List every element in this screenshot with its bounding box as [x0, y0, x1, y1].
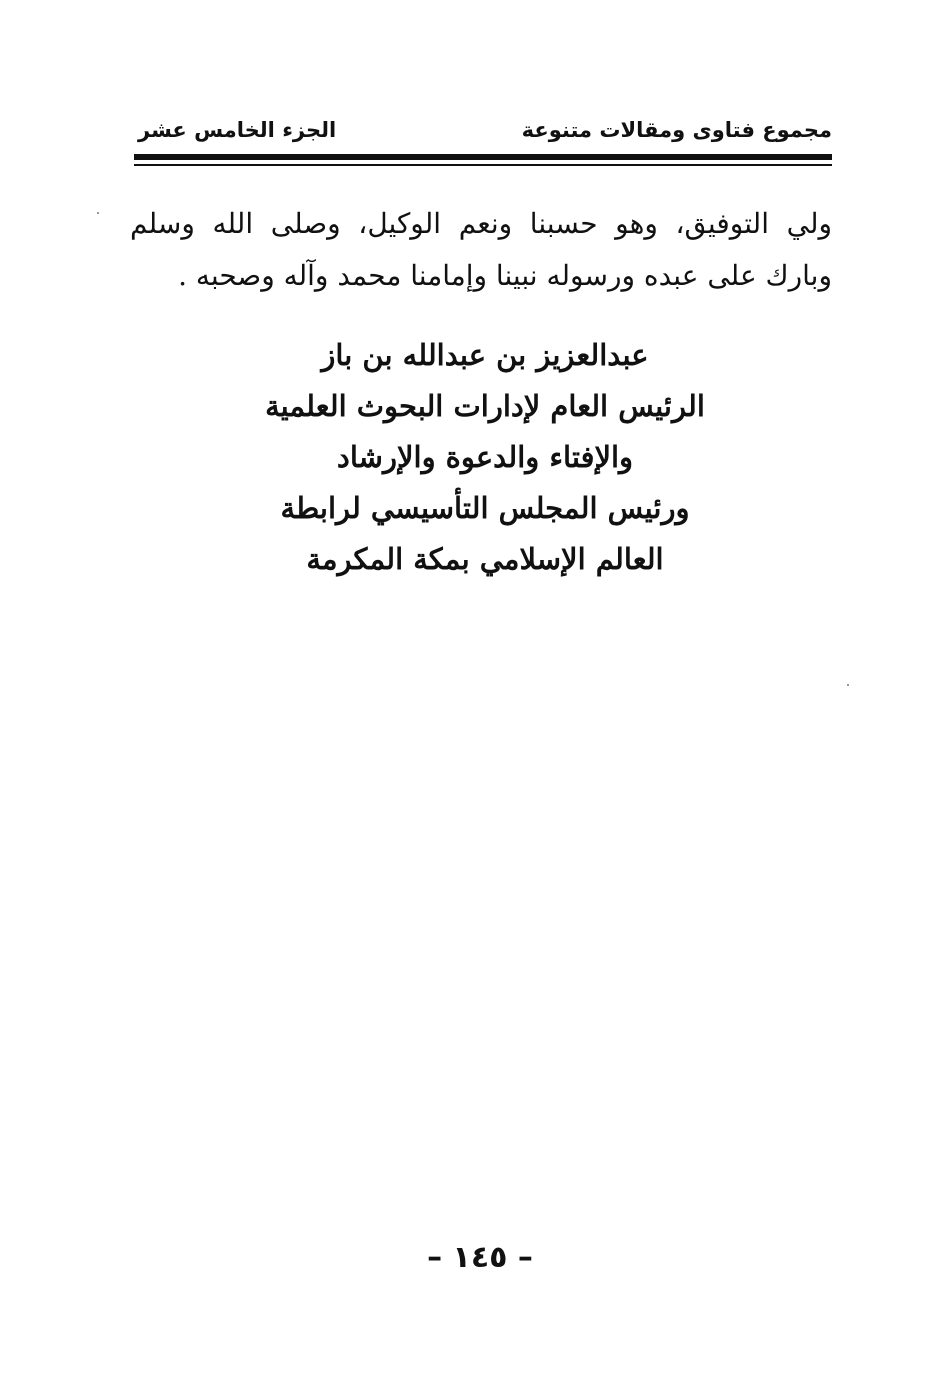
header-rule-thick	[134, 154, 832, 160]
signature-title-line: الرئيس العام لإدارات البحوث العلمية	[265, 389, 705, 423]
header-rule-thin	[134, 164, 832, 166]
body-line: ولي التوفيق، وهو حسبنا ونعم الوكيل، وصلى الله وسلم	[130, 207, 832, 240]
signature-block	[200, 330, 770, 585]
body-line: وبارك على عبده ورسوله نبينا وإمامنا محمد وآله وصحبه .	[178, 259, 832, 292]
scan-speck	[97, 212, 99, 214]
signature-title-line: والإفتاء والدعوة والإرشاد	[336, 440, 634, 474]
scan-speck	[847, 684, 849, 686]
page-number: – ١٤٥ –	[427, 1240, 533, 1275]
signature-name: عبدالعزيز بن عبدالله بن باز	[321, 338, 649, 372]
book-title: مجموع فتاوى ومقالات متنوعة	[521, 118, 832, 142]
body-paragraph	[130, 198, 832, 302]
running-head	[134, 112, 832, 148]
signature-title-line: ورئيس المجلس التأسيسي لرابطة	[280, 491, 690, 525]
signature-title-line: العالم الإسلامي بمكة المكرمة	[306, 542, 664, 576]
volume-label: الجزء الخامس عشر	[138, 118, 337, 142]
